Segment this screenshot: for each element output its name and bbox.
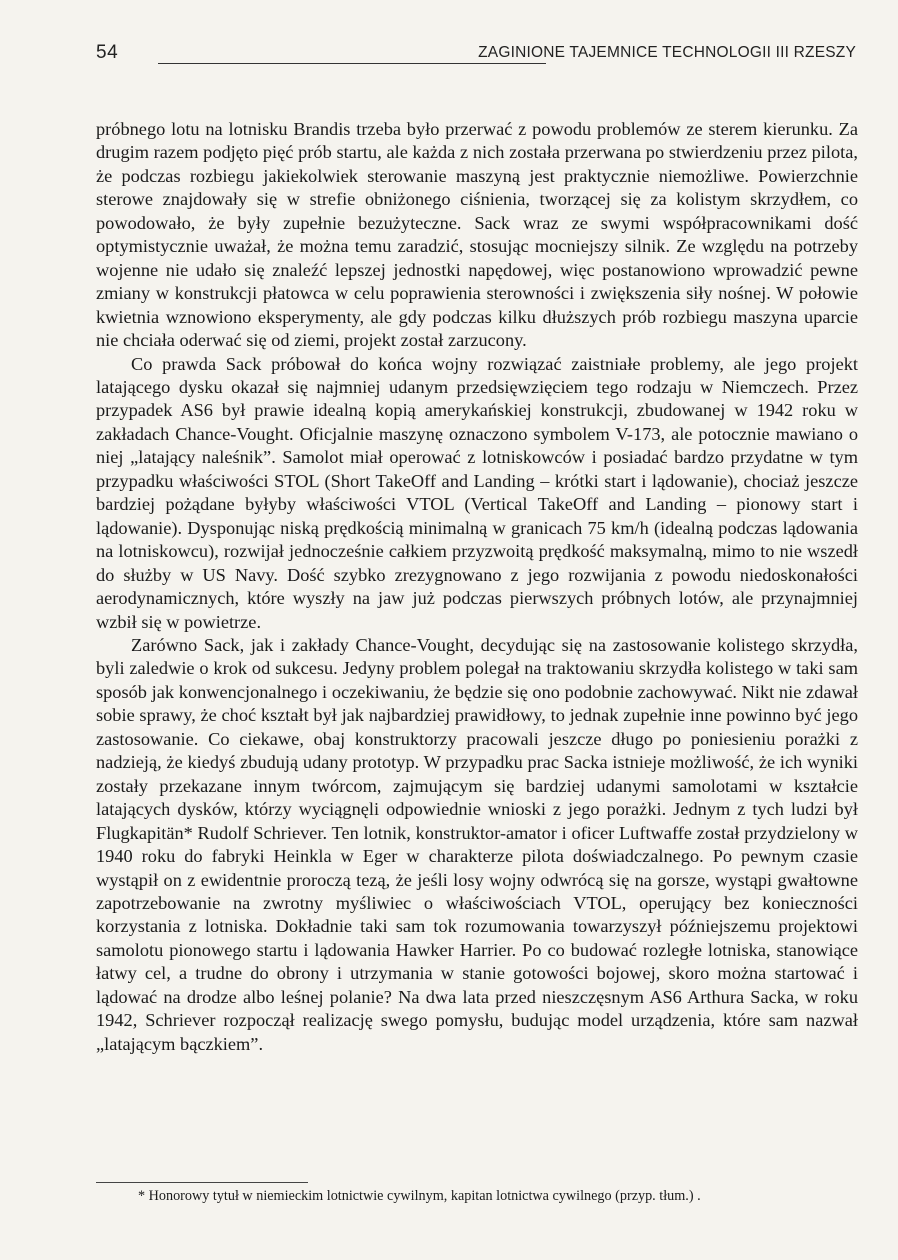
footnote: * Honorowy tytuł w niemieckim lotnictwie cywilnym, kapitan lotnictwa cywilnego (przyp. tłum.) . xyxy=(138,1188,701,1204)
page-number: 54 xyxy=(96,42,119,63)
page-header xyxy=(96,40,858,68)
header-rule xyxy=(158,63,546,64)
body-text xyxy=(96,118,858,1056)
paragraph-continued: próbnego lotu na lotnisku Brandis trzeba było przerwać z powodu problemów ze sterem kierunku. Za drugim razem podjęto pięć prób startu, ale każda z nich została przerwana po stwierdzeniu przez pilota, że podczas rozbiegu jakiekolwiek sterowanie maszyną jest praktycznie niemożliwe. Powierzchnie sterowe znajdowały się w strefie obniżonego ciśnienia, tworzącej się za kolistym skrzydłem, co powodowało, że były zupełnie bezużyteczne. Sack wraz ze swymi współpracownikami dość optymistycznie uważał, że można temu zaradzić, stosując mocniejszy silnik. Ze względu na potrzeby wojenne nie udało się znaleźć lepszej jednostki napędowej, więc postanowiono wprowadzić pewne zmiany w konstrukcji płatowca w celu poprawienia sterowności i zwiększenia siły nośnej. W połowie kwietnia wznowiono eksperymenty, ale gdy podczas kilku dłuższych prób rozbiegu maszyna uparcie nie chciała oderwać się od ziemi, projekt został zarzucony. xyxy=(96,119,858,351)
paragraph: Co prawda Sack próbował do końca wojny rozwiązać zaistniałe problemy, ale jego projekt latającego dysku okazał się najmniej udanym przedsięwzięciem tego rodzaju w Niemczech. Przez przypadek AS6 był prawie idealną kopią amerykańskiej konstrukcji, zbudowanej w 1942 roku w zakładach Chance-Vought. Oficjalnie maszynę oznaczono symbolem V-173, ale potocznie mawiano o niej „latający naleśnik”. Samolot miał operować z lotniskowców i posiadać bardzo przydatne w tym przypadku właściwości STOL (Short TakeOff and Landing – krótki start i lądowanie), chociaż jeszcze bardziej pożądane byłyby właściwości VTOL (Vertical TakeOff and Landing – pionowy start i lądowanie). Dysponując niską prędkością minimalną w granicach 75 km/h (idealną podczas lądowania na lotniskowcu), rozwijał jednocześnie całkiem przyzwoitą prędkość maksymalną, mimo to nie wszedł do służby w US Navy. Dość szybko zrezygnowano z jego rozwijania z powodu niedoskonałości aerodynamicznych, które wyszły na jaw już podczas pierwszych próbnych lotów, ale przynajmniej wzbił się w powietrze. xyxy=(96,353,858,632)
paragraph: Zarówno Sack, jak i zakłady Chance-Vought, decydując się na zastosowanie kolistego skrzydła, byli zaledwie o krok od sukcesu. Jedyny problem polegał na traktowaniu skrzydła kolistego w taki sam sposób jak konwencjonalnego i oczekiwaniu, że będzie się ono podobnie zachowywać. Nikt nie zdawał sobie sprawy, że choć kształt był jak najbardziej prawidłowy, to jednak zupełnie inne powinno być jego zastosowanie. Co ciekawe, obaj konstruktorzy pracowali jeszcze długo po poniesieniu porażki z nadzieją, że kiedyś zbudują udany prototyp. W przypadku prac Sacka istnieje możliwość, że ich wyniki zostały przekazane innym twórcom, zajmującym się bardziej udanymi samolotami w kształcie latających dysków, którzy wyciągnęli odpowiednie wnioski z jego porażki. Jednym z tych ludzi był Flugkapitän* Rudolf Schriever. Ten lotnik, konstruktor-amator i oficer Luftwaffe został przydzielony w 1940 roku do fabryki Heinkla w Eger w charakterze pilota doświadczalnego. Po pewnym czasie wystąpił on z ewidentnie proroczą tezą, że jeśli losy wojny odwrócą się na gorsze, wystąpi gwałtowne zapotrzebowanie na zwrotny myśliwiec o właściwościach VTOL, operujący bez konieczności korzystania z lotniska. Dokładnie taki sam tok rozumowania towarzyszył późniejszemu projektowi samolotu pionowego startu i lądowania Hawker Harrier. Po co budować rozległe lotniska, stanowiące łatwy cel, a trudne do obrony i utrzymania w stanie gotowości bojowej, skoro można startować i lądować na drodze albo leśnej polanie? Na dwa lata przed nieszczęsnym AS6 Arthura Sacka, w roku 1942, Schriever rozpoczął realizację swego pomysłu, budując model urządzenia, które sam nazwał „latającym bączkiem”. xyxy=(96,634,858,1054)
footnote-rule xyxy=(96,1182,308,1183)
running-title: ZAGINIONE TAJEMNICE TECHNOLOGII III RZESZY xyxy=(478,44,856,61)
